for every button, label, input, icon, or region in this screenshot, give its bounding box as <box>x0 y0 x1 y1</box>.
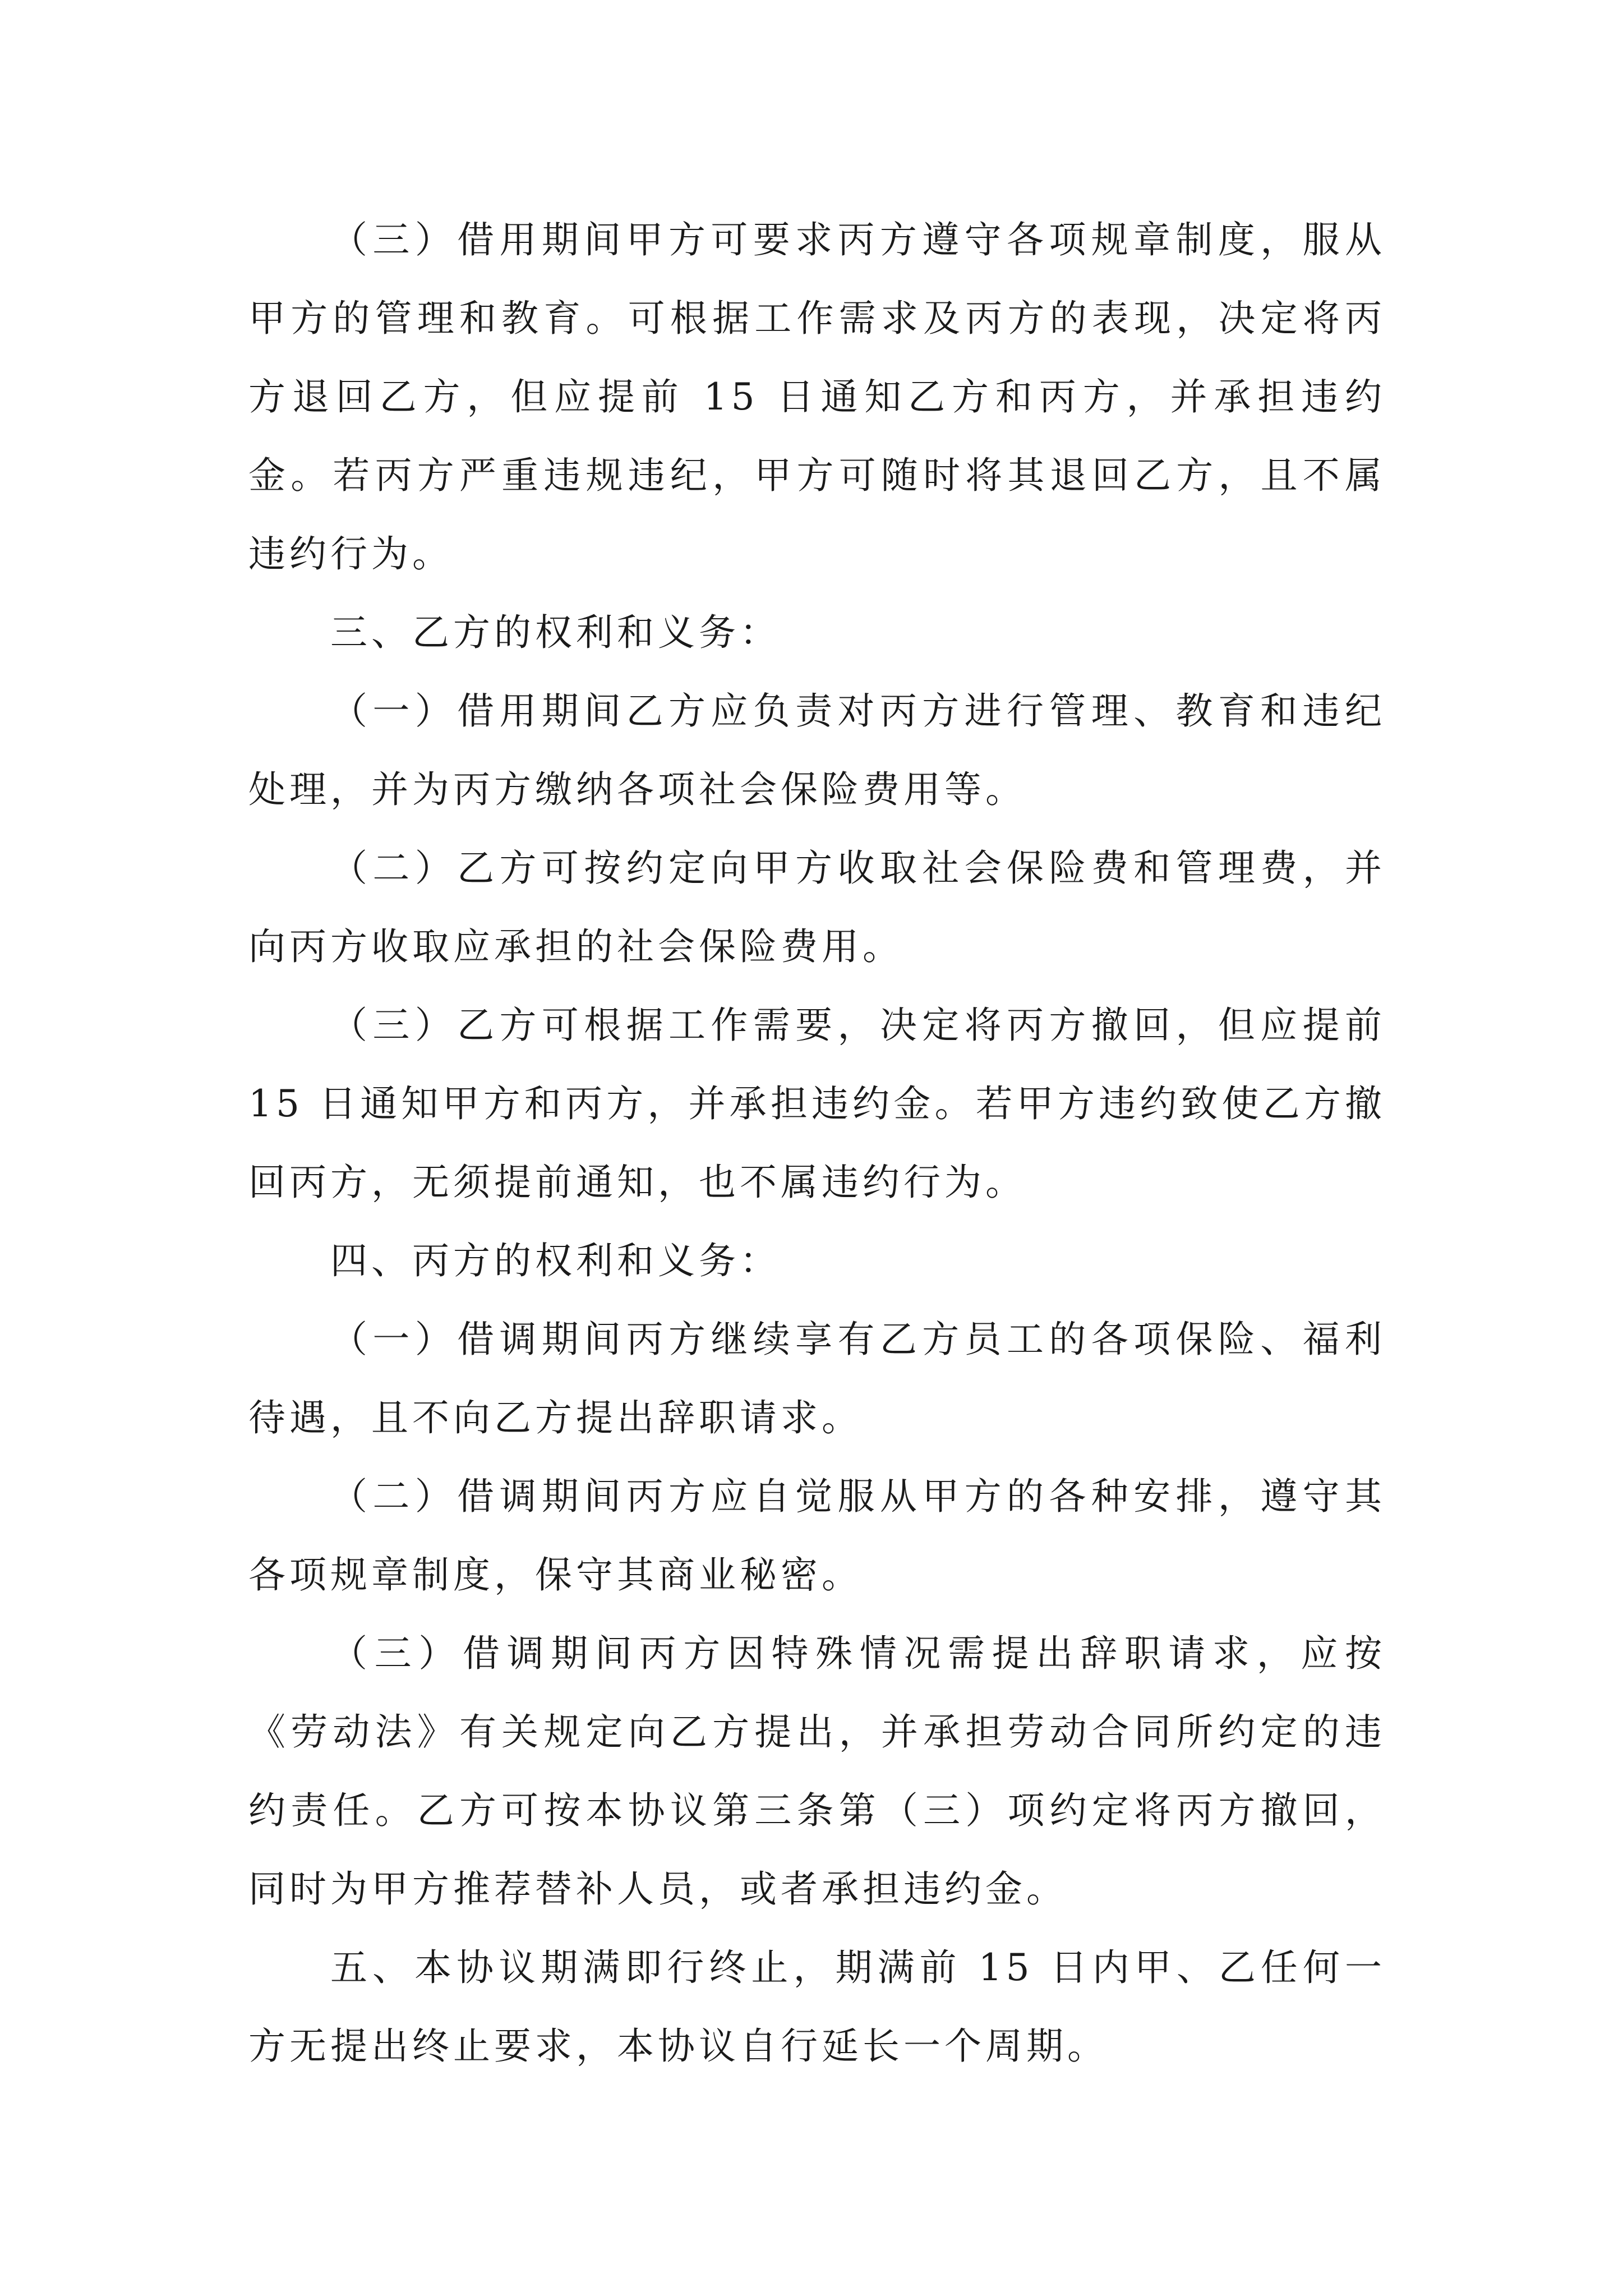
clause-4-3-paragraph: （三）借调期间丙方因特殊情况需提出辞职请求，应按《劳动法》有关规定向乙方提出，并承担劳动合同所约定的违约责任。乙方可按本协议第三条第（三）项约定将丙方撤回，同时为甲方推荐替补人员，或者承担违约金。 <box>248 1632 1386 1911</box>
clause-3-1-paragraph: （一）借用期间乙方应负责对丙方进行管理、教育和违纪处理，并为丙方缴纳各项社会保险费用等。 <box>248 689 1386 811</box>
section-4-heading: 四、丙方的权利和义务： <box>330 1239 781 1282</box>
section-5-paragraph: 五、本协议期满即行终止，期满前 15 日内甲、乙任何一方无提出终止要求，本协议自行延长一个周期。 <box>248 1946 1386 2068</box>
clause-4-1-paragraph: （一）借调期间丙方继续享有乙方员工的各项保险、福利待遇，且不向乙方提出辞职请求。 <box>248 1318 1386 1439</box>
clause-3-3-paragraph: （三）乙方可根据工作需要，决定将丙方撤回，但应提前 15 日通知甲方和丙方，并承担违约金。若甲方违约致使乙方撤回丙方，无须提前通知，也不属违约行为。 <box>248 1004 1386 1204</box>
section-3-heading: 三、乙方的权利和义务： <box>330 611 781 654</box>
clause-2-3-paragraph: （三）借用期间甲方可要求丙方遵守各项规章制度，服从甲方的管理和教育。可根据工作需求及丙方的表现，决定将丙方退回乙方，但应提前 15 日通知乙方和丙方，并承担违约金。若丙方严重违规违纪，甲方可随时将其退回乙方，且不属违约行为。 <box>248 218 1386 576</box>
clause-4-2-paragraph: （二）借调期间丙方应自觉服从甲方的各种安排，遵守其各项规章制度，保守其商业秘密。 <box>248 1475 1386 1596</box>
clause-3-2-paragraph: （二）乙方可按约定向甲方收取社会保险费和管理费，并向丙方收取应承担的社会保险费用。 <box>248 846 1386 968</box>
document-body <box>248 201 1386 2086</box>
